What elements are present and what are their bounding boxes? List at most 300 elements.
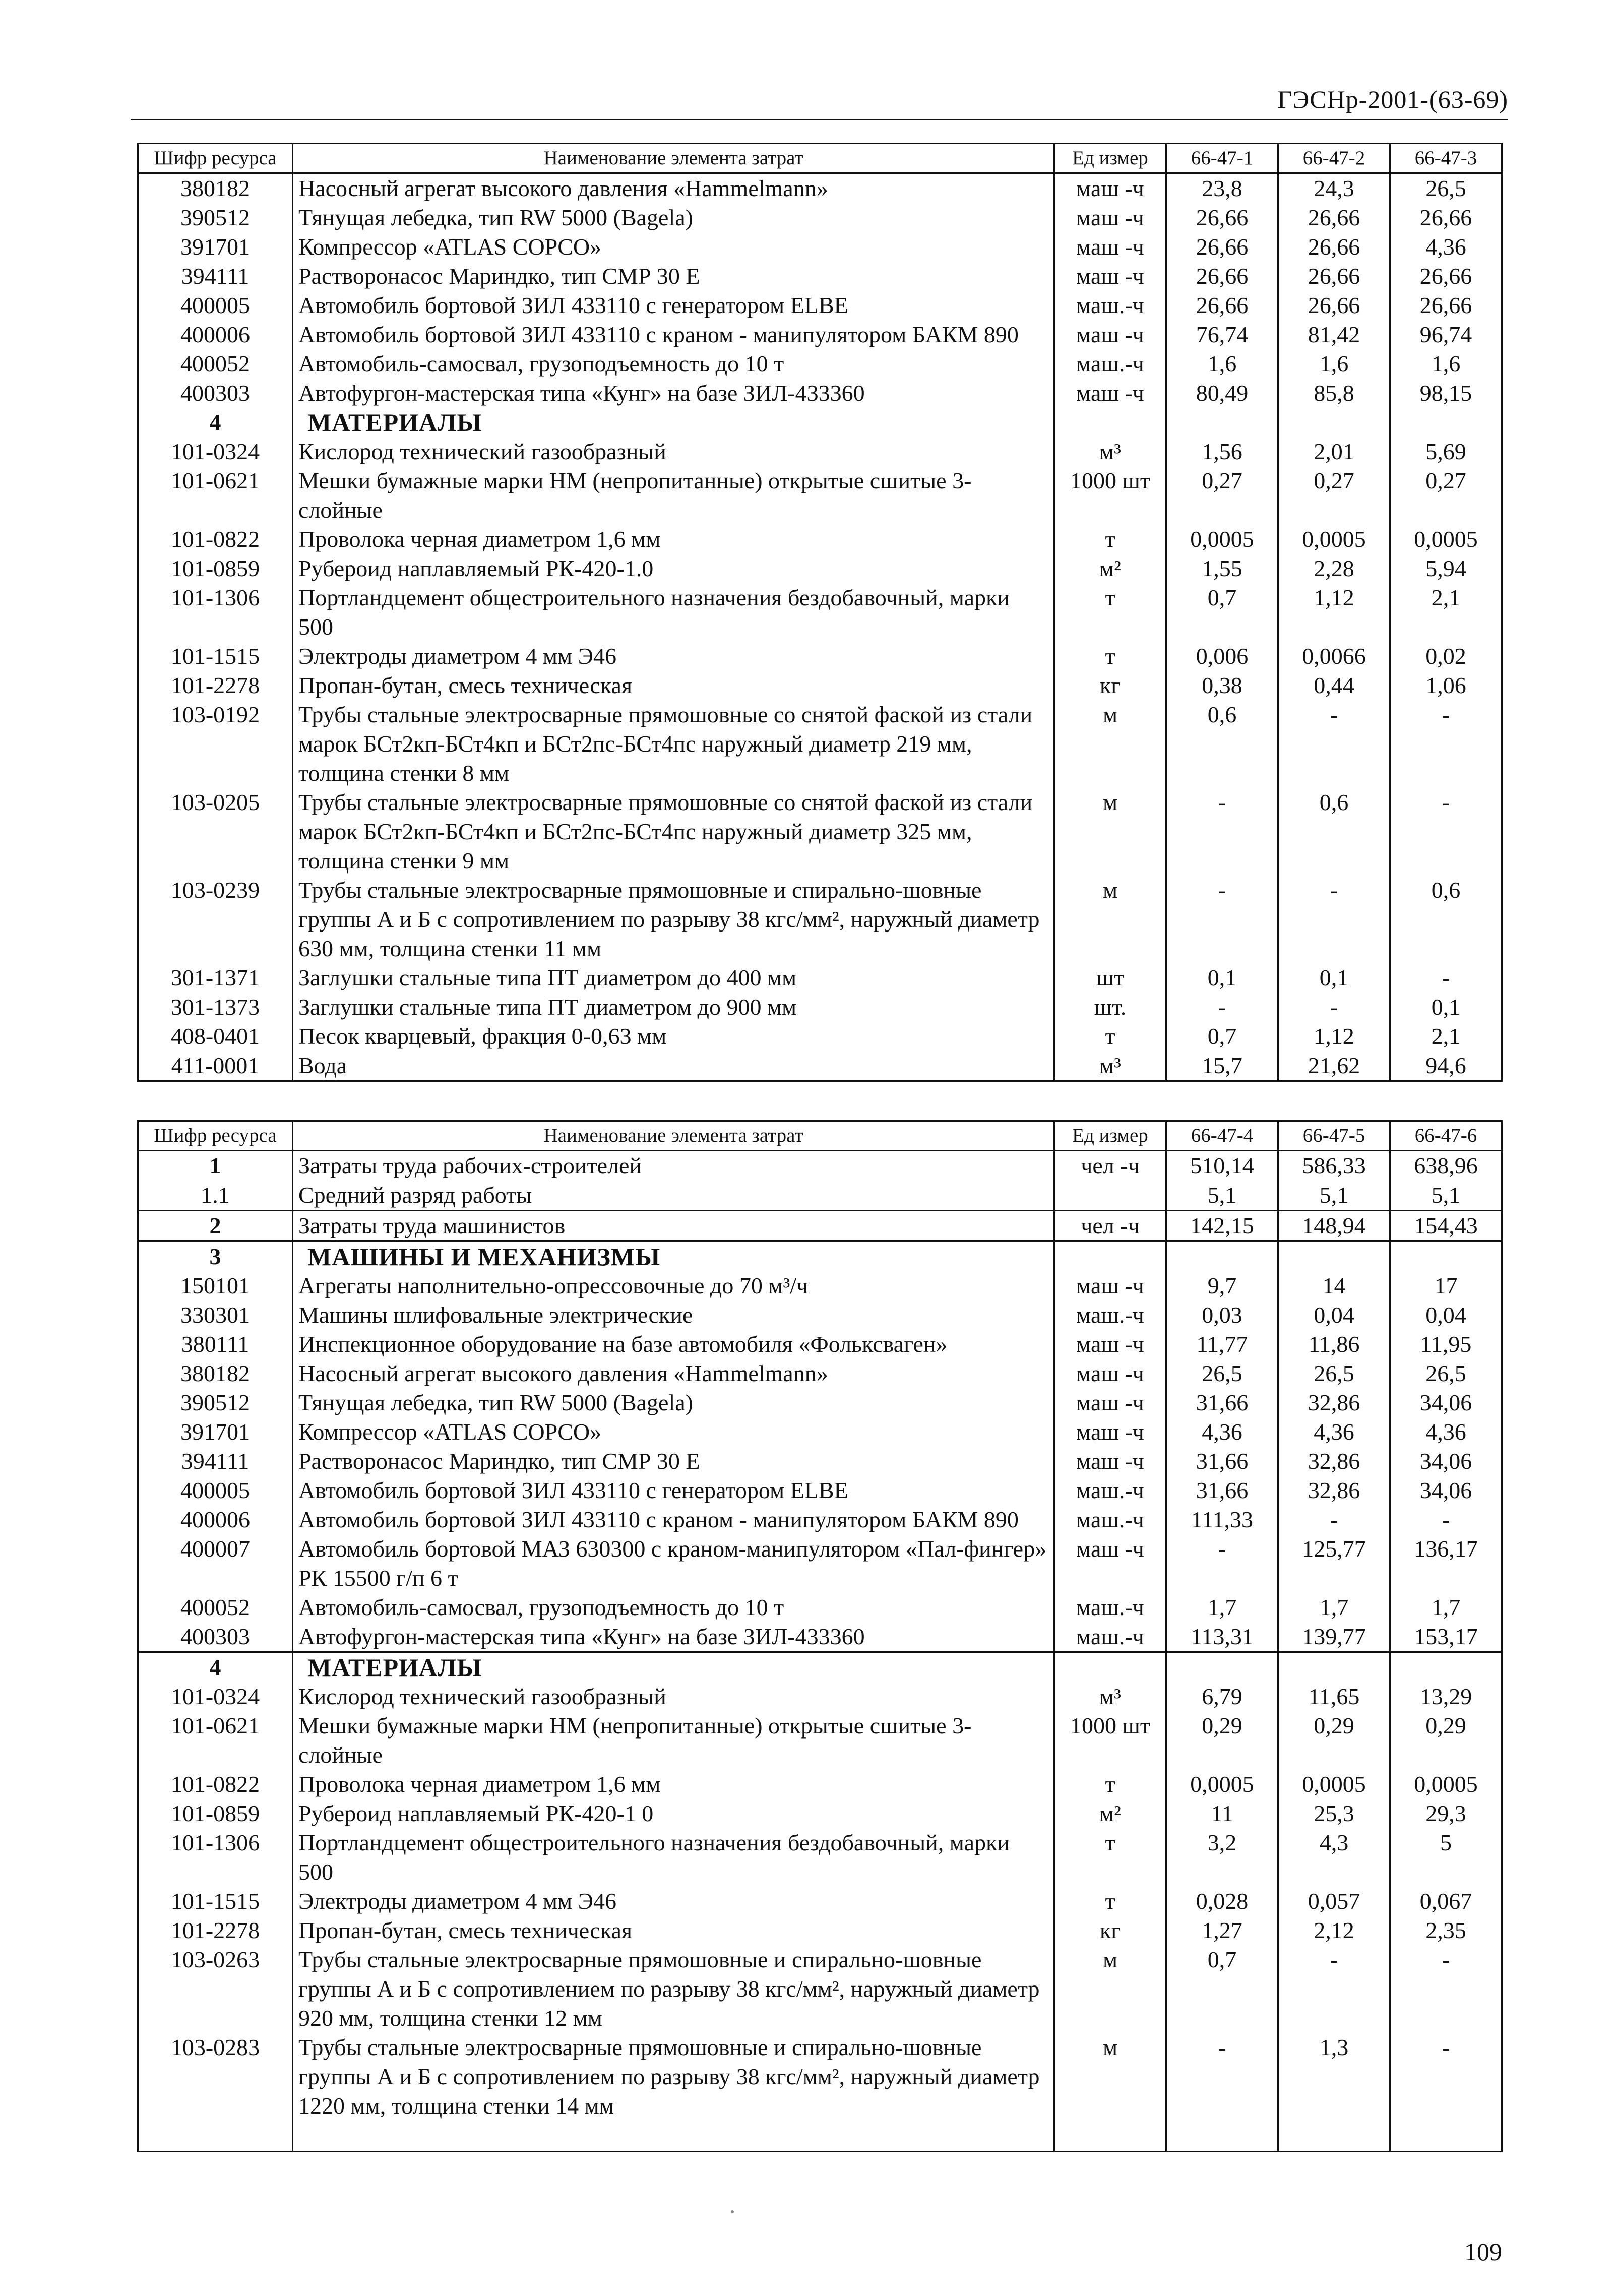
resource-name-cell: Кислород технический газообразный (293, 1682, 1054, 1711)
table-row (138, 1682, 1502, 1711)
norm-value-3-cell: 4,36 (1390, 1417, 1502, 1447)
resource-code-cell: 380182 (138, 173, 293, 204)
table-row (138, 203, 1502, 232)
resource-code-cell: 1 (138, 1151, 293, 1181)
resource-code-cell: 4 (138, 1652, 293, 1683)
resource-name-cell: Автомобиль-самосвал, грузоподъемность до 10 т (293, 349, 1054, 379)
norm-value-3-cell: 26,66 (1390, 291, 1502, 320)
unit-cell: маш -ч (1054, 1447, 1166, 1476)
norm-value-3-cell: 29,3 (1390, 1799, 1502, 1828)
unit-cell: кг (1054, 671, 1166, 700)
norm-value-3-cell: - (1390, 1505, 1502, 1534)
resource-code-cell: 394111 (138, 262, 293, 291)
unit-cell: м (1054, 788, 1166, 876)
norm-value-3-cell: 98,15 (1390, 379, 1502, 408)
norm-value-1-cell: 0,38 (1166, 671, 1278, 700)
norm-value-1-cell: 0,0005 (1166, 525, 1278, 554)
norm-value-2-cell: 0,6 (1278, 788, 1390, 876)
norm-value-3-cell: - (1390, 700, 1502, 788)
resource-code-cell: 101-0859 (138, 554, 293, 583)
norm-value-1-cell: 0,29 (1166, 1711, 1278, 1770)
norm-value-2-cell: 1,12 (1278, 1022, 1390, 1051)
resource-name-cell: Тянущая лебедка, тип RW 5000 (Bagela) (293, 1388, 1054, 1417)
norm-value-2-cell (1278, 1652, 1390, 1683)
unit-cell: м³ (1054, 1051, 1166, 1081)
col-header-norm-6: 66-47-6 (1390, 1121, 1502, 1151)
resource-code-cell: 101-0621 (138, 466, 293, 525)
resource-code-cell: 400006 (138, 1505, 293, 1534)
norm-value-2-cell: 25,3 (1278, 1799, 1390, 1828)
norm-value-2-cell (1278, 408, 1390, 437)
resource-name-cell: Трубы стальные электросварные прямошовные со снятой фаской из стали марок БСт2кп-БСт4кп и БСт2пс-БСт4пс наружный диаметр 325 мм, толщина стенки 9 мм (293, 788, 1054, 876)
norm-value-1-cell: 11,77 (1166, 1330, 1278, 1359)
norm-value-3-cell: 13,29 (1390, 1682, 1502, 1711)
norm-value-2-cell: 81,42 (1278, 320, 1390, 349)
col-header-code: Шифр ресурса (138, 1121, 293, 1151)
table-row (138, 379, 1502, 408)
table-row (138, 466, 1502, 525)
norm-value-1-cell: 113,31 (1166, 1622, 1278, 1652)
unit-cell: чел -ч (1054, 1211, 1166, 1242)
unit-cell: т (1054, 525, 1166, 554)
norm-value-1-cell: 142,15 (1166, 1211, 1278, 1242)
norm-value-3-cell: - (1390, 963, 1502, 992)
table-row (138, 1799, 1502, 1828)
norm-value-2-cell: 1,6 (1278, 349, 1390, 379)
norm-value-2-cell: 2,28 (1278, 554, 1390, 583)
resource-name-cell: Электроды диаметром 4 мм Э46 (293, 1887, 1054, 1916)
resource-code-cell: 400052 (138, 349, 293, 379)
resource-name-cell: Заглушки стальные типа ПТ диаметром до 900 мм (293, 992, 1054, 1022)
resource-name-cell: Рубероид наплавляемый РК-420-1.0 (293, 554, 1054, 583)
resource-name-cell: Автомобиль бортовой ЗИЛ 433110 с краном - манипулятором БАКМ 890 (293, 1505, 1054, 1534)
resource-name-cell: Пропан-бутан, смесь техническая (293, 671, 1054, 700)
section-row (138, 1211, 1502, 1242)
table-header-row (138, 1121, 1502, 1151)
unit-cell: маш.-ч (1054, 1300, 1166, 1330)
unit-cell: маш -ч (1054, 1271, 1166, 1300)
norm-value-1-cell: 31,66 (1166, 1447, 1278, 1476)
norm-value-1-cell: 76,74 (1166, 320, 1278, 349)
norm-value-3-cell: - (1390, 1945, 1502, 2033)
resource-code-cell: 400006 (138, 320, 293, 349)
col-header-norm-1: 66-47-1 (1166, 144, 1278, 173)
header-rule (131, 119, 1508, 120)
table-row (138, 963, 1502, 992)
col-header-norm-3: 66-47-3 (1390, 144, 1502, 173)
norm-value-3-cell: 4,36 (1390, 232, 1502, 262)
resource-name-cell: Мешки бумажные марки НМ (непропитанные) открытые сшитые 3-слойные (293, 466, 1054, 525)
norm-value-1-cell: 0,1 (1166, 963, 1278, 992)
table-row (138, 1770, 1502, 1799)
resource-code-cell: 400005 (138, 291, 293, 320)
norm-value-2-cell: 0,057 (1278, 1887, 1390, 1916)
unit-cell: т (1054, 1828, 1166, 1887)
resource-name-cell: МАШИНЫ И МЕХАНИЗМЫ (293, 1242, 1054, 1272)
resource-code-cell: 1.1 (138, 1181, 293, 1211)
norm-value-3-cell: 34,06 (1390, 1447, 1502, 1476)
col-header-unit: Ед измер (1054, 1121, 1166, 1151)
norm-value-3-cell: - (1390, 788, 1502, 876)
norm-value-2-cell: 14 (1278, 1271, 1390, 1300)
norm-value-2-cell: 0,1 (1278, 963, 1390, 992)
norm-value-2-cell: 139,77 (1278, 1622, 1390, 1652)
resource-code-cell: 101-1515 (138, 642, 293, 671)
unit-cell: маш -ч (1054, 1388, 1166, 1417)
resource-code-cell: 101-1515 (138, 1887, 293, 1916)
resource-name-cell: МАТЕРИАЛЫ (293, 1652, 1054, 1683)
norm-value-2-cell: 0,0066 (1278, 642, 1390, 671)
section-row (138, 1652, 1502, 1683)
resource-name-cell: МАТЕРИАЛЫ (293, 408, 1054, 437)
unit-cell (1054, 1652, 1166, 1683)
table-row (138, 1476, 1502, 1505)
resource-code-cell: 390512 (138, 203, 293, 232)
unit-cell: маш -ч (1054, 232, 1166, 262)
norm-value-2-cell: 26,66 (1278, 262, 1390, 291)
norm-value-2-cell: 1,3 (1278, 2033, 1390, 2121)
resource-name-cell: Затраты труда рабочих-строителей (293, 1151, 1054, 1181)
resource-name-cell: Автомобиль бортовой ЗИЛ 433110 с краном - манипулятором БАКМ 890 (293, 320, 1054, 349)
resource-name-cell: Агрегаты наполнительно-опрессовочные до 70 м³/ч (293, 1271, 1054, 1300)
col-header-code: Шифр ресурса (138, 144, 293, 173)
resource-code-cell: 2 (138, 1211, 293, 1242)
table-row (138, 1051, 1502, 1081)
table-row (138, 525, 1502, 554)
table-row (138, 262, 1502, 291)
unit-cell (1054, 1181, 1166, 1211)
norm-value-2-cell: 32,86 (1278, 1476, 1390, 1505)
col-header-name: Наименование элемента затрат (293, 1121, 1054, 1151)
unit-cell: т (1054, 1887, 1166, 1916)
norm-value-3-cell: 2,1 (1390, 583, 1502, 642)
norm-value-2-cell: - (1278, 700, 1390, 788)
resource-code-cell: 101-1306 (138, 1828, 293, 1887)
norm-value-1-cell: 6,79 (1166, 1682, 1278, 1711)
resource-code-cell: 391701 (138, 1417, 293, 1447)
norm-value-2-cell: - (1278, 992, 1390, 1022)
resource-name-cell: Растворонасос Мариндко, тип СМР 30 Е (293, 1447, 1054, 1476)
table-row (138, 1622, 1502, 1652)
unit-cell: т (1054, 1770, 1166, 1799)
resource-name-cell: Инспекционное оборудование на базе автомобиля «Фольксваген» (293, 1330, 1054, 1359)
norm-value-2-cell: 11,65 (1278, 1682, 1390, 1711)
norm-value-2-cell: 21,62 (1278, 1051, 1390, 1081)
resource-name-cell: Трубы стальные электросварные прямошовные со снятой фаской из стали марок БСт2кп-БСт4кп и БСт2пс-БСт4пс наружный диаметр 219 мм, толщина стенки 8 мм (293, 700, 1054, 788)
unit-cell: маш -ч (1054, 1359, 1166, 1388)
unit-cell: маш -ч (1054, 262, 1166, 291)
table-row (138, 1534, 1502, 1593)
norm-value-3-cell: - (1390, 2033, 1502, 2121)
resource-name-cell: Автофургон-мастерская типа «Кунг» на базе ЗИЛ-433360 (293, 379, 1054, 408)
table-row (138, 1505, 1502, 1534)
norm-value-1-cell (1166, 408, 1278, 437)
norm-value-2-cell: 11,86 (1278, 1330, 1390, 1359)
unit-cell (1054, 1242, 1166, 1272)
norm-value-1-cell: 0,7 (1166, 583, 1278, 642)
unit-cell: маш -ч (1054, 173, 1166, 204)
table-row (138, 1181, 1502, 1211)
table-row (138, 992, 1502, 1022)
resource-name-cell: Трубы стальные электросварные прямошовные и спирально-шовные группы А и Б с сопротивлением по разрыву 38 кгс/мм², наружный диаметр 920 мм, толщина стенки 12 мм (293, 1945, 1054, 2033)
unit-cell: м (1054, 1945, 1166, 2033)
norm-value-2-cell: - (1278, 1945, 1390, 2033)
norm-value-3-cell: 0,0005 (1390, 1770, 1502, 1799)
blank-cell (1278, 2121, 1390, 2152)
section-row (138, 1242, 1502, 1272)
resource-name-cell: Машины шлифовальные электрические (293, 1300, 1054, 1330)
norm-value-1-cell: 5,1 (1166, 1181, 1278, 1211)
resource-code-cell: 101-2278 (138, 1916, 293, 1945)
document-code: ГЭСНр-2001-(63-69) (1277, 85, 1508, 113)
norm-value-3-cell: 2,1 (1390, 1022, 1502, 1051)
norm-value-3-cell: 638,96 (1390, 1151, 1502, 1181)
norm-value-1-cell: 11 (1166, 1799, 1278, 1828)
norm-value-3-cell: 0,1 (1390, 992, 1502, 1022)
resource-table-2 (137, 1120, 1503, 2152)
unit-cell: 1000 шт (1054, 466, 1166, 525)
norm-value-2-cell: 4,3 (1278, 1828, 1390, 1887)
resource-name-cell: Затраты труда машинистов (293, 1211, 1054, 1242)
resource-name-cell: Средний разряд работы (293, 1181, 1054, 1211)
norm-value-3-cell (1390, 1242, 1502, 1272)
unit-cell: т (1054, 583, 1166, 642)
unit-cell: маш.-ч (1054, 1622, 1166, 1652)
resource-name-cell: Трубы стальные электросварные прямошовные и спирально-шовные группы А и Б с сопротивлением по разрыву 38 кгс/мм², наружный диаметр 630 мм, толщина стенки 11 мм (293, 876, 1054, 963)
resource-name-cell: Автофургон-мастерская типа «Кунг» на базе ЗИЛ-433360 (293, 1622, 1054, 1652)
table-row (138, 291, 1502, 320)
norm-value-1-cell: 9,7 (1166, 1271, 1278, 1300)
norm-value-2-cell: 0,04 (1278, 1300, 1390, 1330)
resource-code-cell: 380111 (138, 1330, 293, 1359)
table-row (138, 320, 1502, 349)
norm-value-2-cell: 2,12 (1278, 1916, 1390, 1945)
norm-value-2-cell: - (1278, 876, 1390, 963)
unit-cell: м (1054, 876, 1166, 963)
table-row (138, 1417, 1502, 1447)
norm-value-3-cell: 0,02 (1390, 642, 1502, 671)
norm-value-3-cell: 0,067 (1390, 1887, 1502, 1916)
resource-code-cell: 101-0621 (138, 1711, 293, 1770)
norm-value-1-cell: - (1166, 876, 1278, 963)
unit-cell: маш -ч (1054, 320, 1166, 349)
resource-code-cell: 400005 (138, 1476, 293, 1505)
table-row (138, 1828, 1502, 1887)
unit-cell (1054, 408, 1166, 437)
table-row (138, 642, 1502, 671)
resource-name-cell: Пропан-бутан, смесь техническая (293, 1916, 1054, 1945)
norm-value-1-cell: 0,03 (1166, 1300, 1278, 1330)
resource-code-cell: 103-0283 (138, 2033, 293, 2121)
resource-name-cell: Компрессор «ATLAS COPCO» (293, 232, 1054, 262)
norm-value-3-cell: 34,06 (1390, 1476, 1502, 1505)
norm-value-1-cell: 510,14 (1166, 1151, 1278, 1181)
unit-cell: шт (1054, 963, 1166, 992)
norm-value-1-cell: 26,66 (1166, 232, 1278, 262)
norm-value-1-cell: 0,006 (1166, 642, 1278, 671)
table-row (138, 1300, 1502, 1330)
norm-value-3-cell (1390, 408, 1502, 437)
unit-cell: маш.-ч (1054, 291, 1166, 320)
norm-value-1-cell: - (1166, 788, 1278, 876)
resource-code-cell: 103-0239 (138, 876, 293, 963)
unit-cell: маш.-ч (1054, 349, 1166, 379)
unit-cell: маш -ч (1054, 1417, 1166, 1447)
norm-value-1-cell: 0,028 (1166, 1887, 1278, 1916)
unit-cell: м³ (1054, 437, 1166, 466)
norm-value-2-cell: 85,8 (1278, 379, 1390, 408)
norm-value-3-cell: 154,43 (1390, 1211, 1502, 1242)
unit-cell: м³ (1054, 1682, 1166, 1711)
table-row (138, 1271, 1502, 1300)
norm-value-2-cell: 125,77 (1278, 1534, 1390, 1593)
blank-cell (1054, 2121, 1166, 2152)
norm-value-3-cell: 26,5 (1390, 173, 1502, 204)
resource-name-cell: Автомобиль бортовой ЗИЛ 433110 с генератором ELBE (293, 291, 1054, 320)
unit-cell: м² (1054, 554, 1166, 583)
norm-value-3-cell: 94,6 (1390, 1051, 1502, 1081)
norm-value-1-cell: 0,7 (1166, 1022, 1278, 1051)
resource-code-cell: 3 (138, 1242, 293, 1272)
resource-name-cell: Автомобиль-самосвал, грузоподъемность до 10 т (293, 1593, 1054, 1622)
norm-value-1-cell (1166, 1242, 1278, 1272)
norm-value-2-cell: 26,66 (1278, 203, 1390, 232)
norm-value-2-cell: 24,3 (1278, 173, 1390, 204)
table-row (138, 1887, 1502, 1916)
norm-value-3-cell: 26,5 (1390, 1359, 1502, 1388)
col-header-unit: Ед измер (1054, 144, 1166, 173)
norm-value-1-cell (1166, 1652, 1278, 1683)
norm-value-1-cell: 26,66 (1166, 262, 1278, 291)
norm-value-3-cell: 17 (1390, 1271, 1502, 1300)
table-row (138, 1711, 1502, 1770)
blank-cell (1390, 2121, 1502, 2152)
unit-cell: т (1054, 642, 1166, 671)
norm-value-2-cell: 0,0005 (1278, 525, 1390, 554)
norm-value-3-cell: 5,94 (1390, 554, 1502, 583)
resource-name-cell: Компрессор «ATLAS COPCO» (293, 1417, 1054, 1447)
resource-code-cell: 330301 (138, 1300, 293, 1330)
norm-value-3-cell: 0,27 (1390, 466, 1502, 525)
norm-value-1-cell: 15,7 (1166, 1051, 1278, 1081)
norm-value-3-cell: 0,29 (1390, 1711, 1502, 1770)
norm-value-1-cell: 4,36 (1166, 1417, 1278, 1447)
resource-name-cell: Проволока черная диаметром 1,6 мм (293, 1770, 1054, 1799)
norm-value-2-cell (1278, 1242, 1390, 1272)
col-header-norm-2: 66-47-2 (1278, 144, 1390, 173)
col-header-norm-5: 66-47-5 (1278, 1121, 1390, 1151)
resource-code-cell: 380182 (138, 1359, 293, 1388)
norm-value-1-cell: - (1166, 992, 1278, 1022)
section-row (138, 1151, 1502, 1181)
norm-value-1-cell: - (1166, 2033, 1278, 2121)
norm-value-2-cell: 2,01 (1278, 437, 1390, 466)
resource-code-cell: 408-0401 (138, 1022, 293, 1051)
norm-value-3-cell: 34,06 (1390, 1388, 1502, 1417)
norm-value-3-cell: 1,06 (1390, 671, 1502, 700)
norm-value-2-cell: 0,0005 (1278, 1770, 1390, 1799)
resource-name-cell: Заглушки стальные типа ПТ диаметром до 400 мм (293, 963, 1054, 992)
unit-cell: м (1054, 2033, 1166, 2121)
norm-value-1-cell: 0,27 (1166, 466, 1278, 525)
norm-value-1-cell: 26,66 (1166, 291, 1278, 320)
unit-cell: м (1054, 700, 1166, 788)
table-row (138, 671, 1502, 700)
resource-code-cell: 103-0192 (138, 700, 293, 788)
table-row (138, 1593, 1502, 1622)
table-row (138, 1945, 1502, 2033)
resource-code-cell: 391701 (138, 232, 293, 262)
unit-cell: маш.-ч (1054, 1476, 1166, 1505)
norm-value-3-cell: 26,66 (1390, 262, 1502, 291)
norm-value-2-cell: 0,29 (1278, 1711, 1390, 1770)
norm-value-3-cell: 153,17 (1390, 1622, 1502, 1652)
norm-value-3-cell: 5 (1390, 1828, 1502, 1887)
norm-value-2-cell: 586,33 (1278, 1151, 1390, 1181)
table-row (138, 173, 1502, 204)
norm-value-3-cell: 1,6 (1390, 349, 1502, 379)
unit-cell: шт. (1054, 992, 1166, 1022)
table-row (138, 2033, 1502, 2121)
resource-code-cell: 150101 (138, 1271, 293, 1300)
table-row (138, 437, 1502, 466)
norm-value-3-cell: 26,66 (1390, 203, 1502, 232)
resource-code-cell: 394111 (138, 1447, 293, 1476)
table-row (138, 876, 1502, 963)
norm-value-1-cell: 80,49 (1166, 379, 1278, 408)
resource-code-cell: 400303 (138, 1622, 293, 1652)
norm-value-3-cell: 5,69 (1390, 437, 1502, 466)
resource-code-cell: 411-0001 (138, 1051, 293, 1081)
table-row (138, 700, 1502, 788)
unit-cell: т (1054, 1022, 1166, 1051)
resource-name-cell: Портландцемент общестроительного назначения бездобавочный, марки 500 (293, 583, 1054, 642)
scan-speck (731, 2210, 734, 2213)
table-row (138, 1359, 1502, 1388)
unit-cell: маш.-ч (1054, 1505, 1166, 1534)
table-row (138, 349, 1502, 379)
norm-value-3-cell: 0,0005 (1390, 525, 1502, 554)
norm-value-1-cell: 0,7 (1166, 1945, 1278, 2033)
blank-cell (1166, 2121, 1278, 2152)
unit-cell: маш.-ч (1054, 1593, 1166, 1622)
table-row (138, 583, 1502, 642)
resource-code-cell: 101-0822 (138, 1770, 293, 1799)
table-row (138, 1388, 1502, 1417)
col-header-name: Наименование элемента затрат (293, 144, 1054, 173)
table-body (138, 173, 1502, 1081)
unit-cell: чел -ч (1054, 1151, 1166, 1181)
norm-value-1-cell: 26,66 (1166, 203, 1278, 232)
resource-name-cell: Проволока черная диаметром 1,6 мм (293, 525, 1054, 554)
norm-value-2-cell: 0,27 (1278, 466, 1390, 525)
resource-code-cell: 400007 (138, 1534, 293, 1593)
resource-name-cell: Насосный агрегат высокого давления «Hammelmann» (293, 173, 1054, 204)
blank-cell (138, 2121, 293, 2152)
norm-value-2-cell: - (1278, 1505, 1390, 1534)
norm-value-1-cell: 0,0005 (1166, 1770, 1278, 1799)
table-row (138, 1447, 1502, 1476)
norm-value-2-cell: 1,7 (1278, 1593, 1390, 1622)
norm-value-2-cell: 26,66 (1278, 232, 1390, 262)
norm-value-3-cell: 96,74 (1390, 320, 1502, 349)
norm-value-3-cell: 11,95 (1390, 1330, 1502, 1359)
resource-code-cell: 4 (138, 408, 293, 437)
norm-value-1-cell: 3,2 (1166, 1828, 1278, 1887)
unit-cell: маш -ч (1054, 1534, 1166, 1593)
resource-name-cell: Кислород технический газообразный (293, 437, 1054, 466)
norm-value-2-cell: 32,86 (1278, 1388, 1390, 1417)
